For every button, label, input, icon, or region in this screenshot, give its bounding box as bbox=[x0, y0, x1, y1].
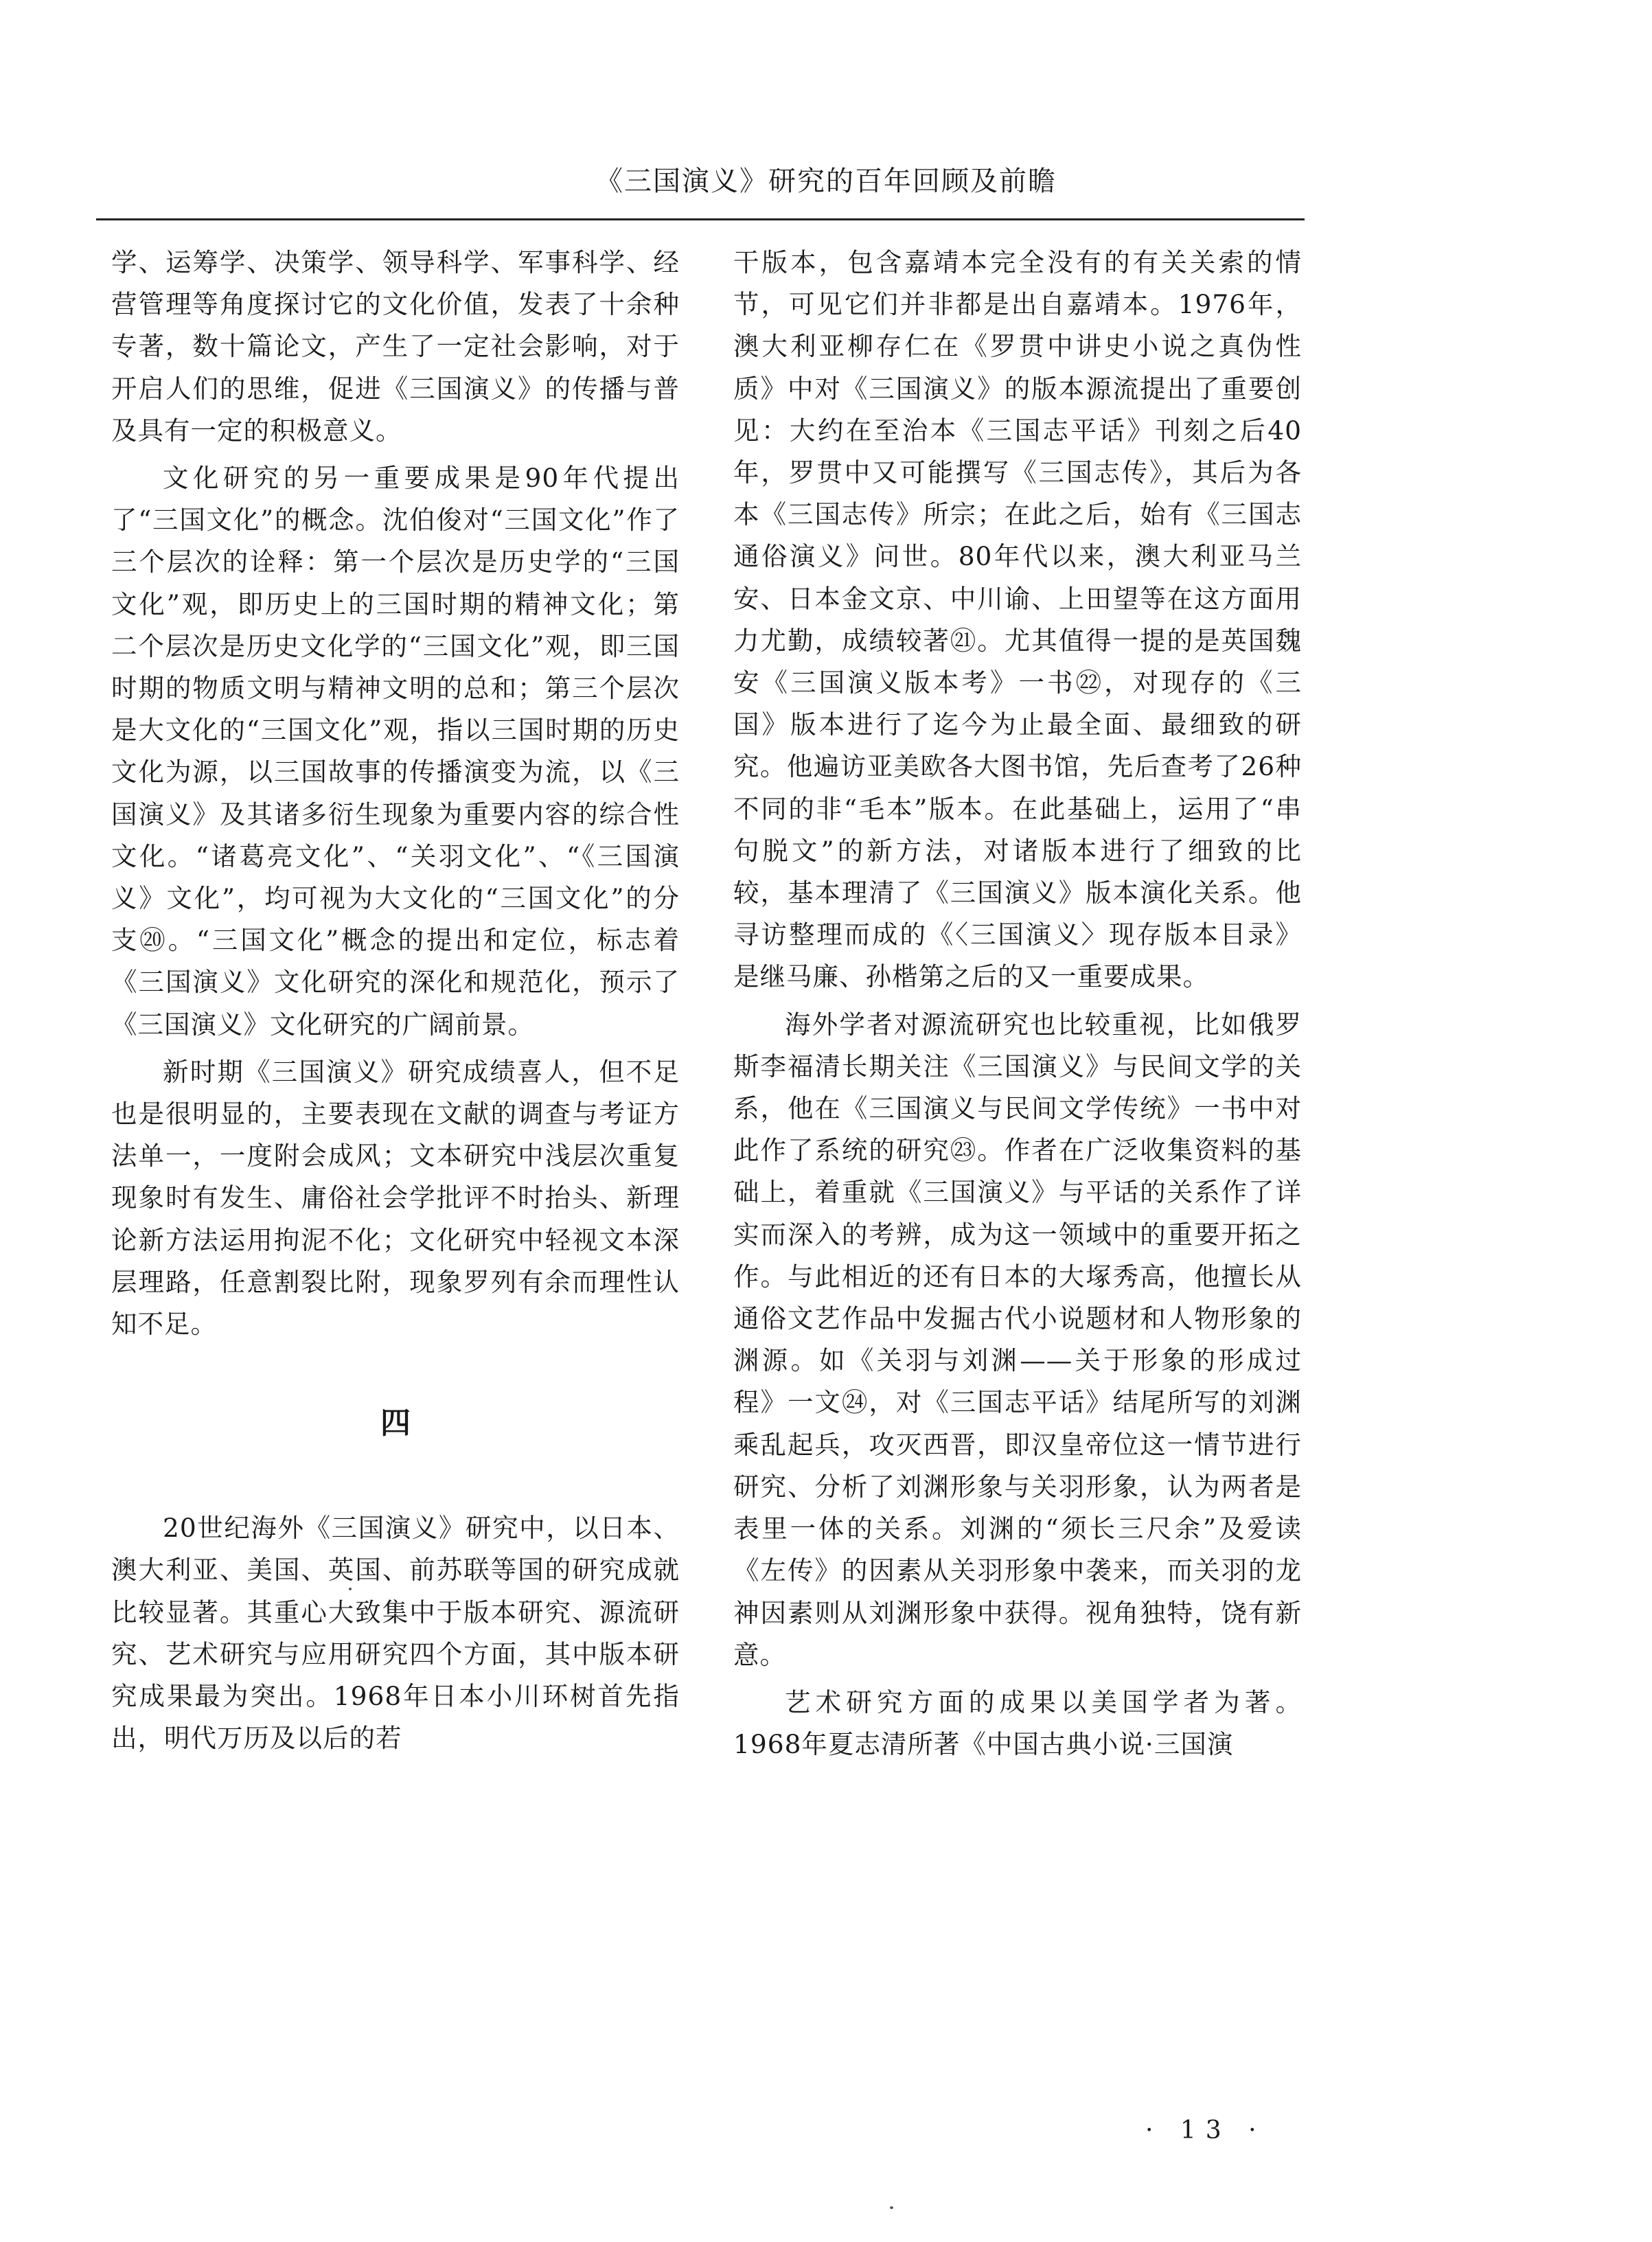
header-rule bbox=[96, 218, 1305, 220]
left-paragraph-1: 学、运筹学、决策学、领导科学、军事科学、经营管理等角度探讨它的文化价值，发表了十余种专著，数十篇论文，产生了一定社会影响，对于开启人们的思维，促进《三国演义》的传播与普及具有一定的积极意义。 bbox=[111, 247, 680, 446]
running-header: 《三国演义》研究的百年回顾及前瞻 bbox=[595, 165, 1057, 197]
left-paragraph-4: 20世纪海外《三国演义》研究中，以日本、澳大利亚、美国、英国、前苏联等国的研究成就比较显著。其重心大致集中于版本研究、源流研究、艺术研究与应用研究四个方面，其中版本研究成果最为突出。1968年日本小川环树首先指出，明代万历及以后的若 bbox=[111, 1513, 680, 1754]
left-column bbox=[111, 242, 680, 2137]
section-heading: 四 bbox=[380, 1406, 411, 1441]
right-paragraph-3: 艺术研究方面的成果以美国学者为著。1968年夏志清所著《中国古典小说·三国演 bbox=[733, 1686, 1302, 1760]
right-column bbox=[733, 242, 1302, 2137]
right-paragraph-2: 海外学者对源流研究也比较重视，比如俄罗斯李福清长期关注《三国演义》与民间文学的关系，他在《三国演义与民间文学传统》一书中对此作了系统的研究㉓。作者在广泛收集资料的基础上，着重就《三国演义》与平话的关系作了详实而深入的考辨，成为这一领域中的重要开拓之作。与此相近的还有日本的大塚秀高，他擅长从通俗文艺作品中发掘古代小说题材和人物形象的渊源。如《关羽与刘渊——关于形象的形成过程》一文㉔，对《三国志平话》结尾所写的刘渊乘乱起兵，攻灭西晋，即汉皇帝位这一情节进行研究、分析了刘渊形象与关羽形象，认为两者是表里一体的关系。刘渊的“须长三尺余”及爱读《左传》的因素从关羽形象中袭来，而关羽的龙神因素则从刘渊形象中获得。视角独特，饶有新意。 bbox=[733, 1009, 1302, 1670]
left-paragraph-2: 文化研究的另一重要成果是90年代提出了“三国文化”的概念。沈伯俊对“三国文化”作了三个层次的诠释：第一个层次是历史学的“三国文化”观，即历史上的三国时期的精神文化；第二个层次是历史文化学的“三国文化”观，即三国时期的物质文明与精神文明的总和；第三个层次是大文化的“三国文化”观，指以三国时期的历史文化为源，以三国故事的传播演变为流，以《三国演义》及其诸多衍生现象为重要内容的综合性文化。“诸葛亮文化”、“关羽文化”、“《三国演义》文化”，均可视为大文化的“三国文化”的分支⑳。“三国文化”概念的提出和定位，标志着《三国演义》文化研究的深化和规范化，预示了《三国演义》文化研究的广阔前景。 bbox=[111, 463, 680, 1040]
right-paragraph-1: 干版本，包含嘉靖本完全没有的有关关索的情节，可见它们并非都是出自嘉靖本。1976年，澳大利亚柳存仁在《罗贯中讲史小说之真伪性质》中对《三国演义》的版本源流提出了重要创见：大约在至治本《三国志平话》刊刻之后40年，罗贯中又可能撰写《三国志传》，其后为各本《三国志传》所宗；在此之后，始有《三国志通俗演义》问世。80年代以来，澳大利亚马兰安、日本金文京、中川谕、上田望等在这方面用力尤勤，成绩较著㉑。尤其值得一提的是英国魏安《三国演义版本考》一书㉒，对现存的《三国》版本进行了迄今为止最全面、最细致的研究。他遍访亚美欧各大图书馆，先后查考了26种不同的非“毛本”版本。在此基础上，运用了“串句脱文”的新方法，对诸版本进行了细致的比较，基本理清了《三国演义》版本演化关系。他寻访整理而成的《〈三国演义〉现存版本目录》是继马廉、孙楷第之后的又一重要成果。 bbox=[733, 247, 1302, 992]
scan-speck bbox=[349, 1588, 352, 1590]
left-paragraph-3: 新时期《三国演义》研究成绩喜人，但不足也是很明显的，主要表现在文献的调查与考证方法单一，一度附会成风；文本研究中浅层次重复现象时有发生、庸俗社会学批评不时抬头、新理论新方法运用拘泥不化；文化研究中轻视文本深层理路，任意割裂比附，现象罗列有余而理性认知不足。 bbox=[111, 1056, 680, 1340]
scan-speck bbox=[890, 2206, 893, 2209]
page-number: · 13 · bbox=[1145, 2116, 1266, 2144]
